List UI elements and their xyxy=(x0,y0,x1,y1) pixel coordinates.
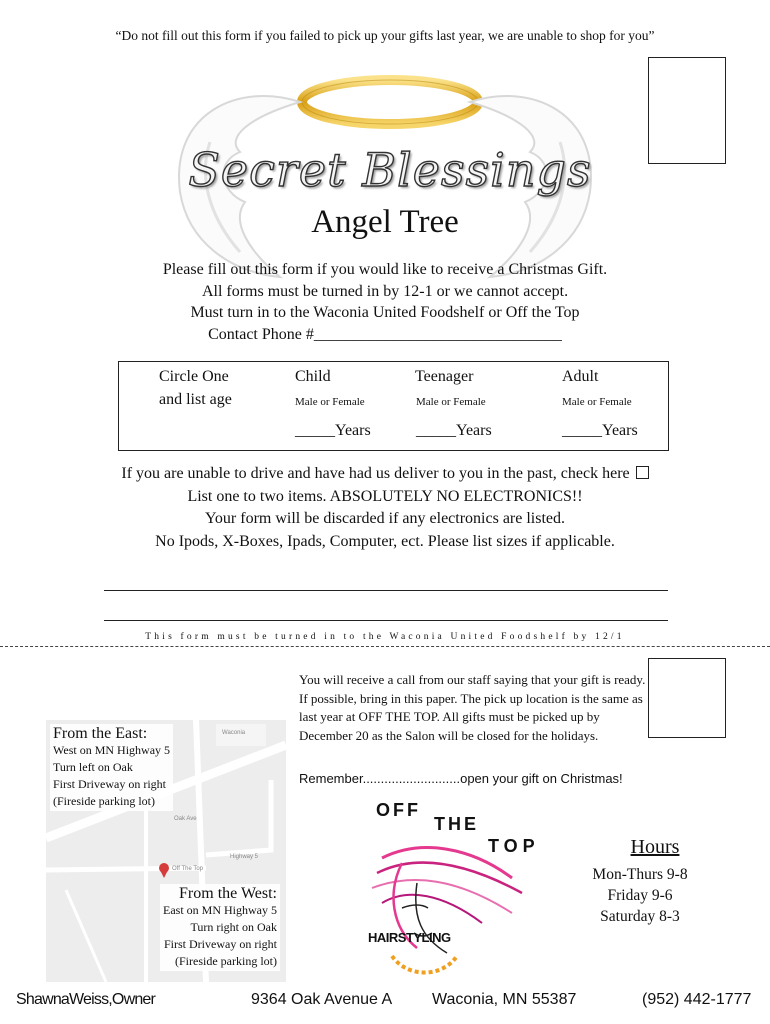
west-line: East on MN Highway 5 xyxy=(163,903,277,917)
west-line: Turn right on Oak xyxy=(190,920,277,934)
option-teenager[interactable]: Teenager xyxy=(415,368,474,385)
option-child[interactable]: Child xyxy=(295,368,331,385)
delivery-text: If you are unable to drive and have had us deliver to you in the past, check here xyxy=(121,465,630,482)
intro-text xyxy=(0,259,770,345)
gift-line-1[interactable] xyxy=(104,590,668,591)
west-line: (Fireside parking lot) xyxy=(175,954,277,968)
west-line: First Driveway on right xyxy=(164,937,277,951)
map-label: Highway 5 xyxy=(230,854,259,860)
years-child-field[interactable]: _____Years xyxy=(295,422,371,439)
pickup-message: You will receive a call from our staff saying that your gift is ready. If possible, bring in this paper. The pick up location is the same as last year at OFF THE TOP. All gifts must be picked up by December 20 as the Salon will be closed for the holidays. xyxy=(299,672,646,743)
instruction-line: Your form will be discarded if any electronics are listed. xyxy=(204,510,566,527)
logo-top: TOP xyxy=(488,836,540,856)
option-adult[interactable]: Adult xyxy=(562,368,599,385)
angel-tree-title: Angel Tree xyxy=(311,204,459,240)
hours-title: Hours xyxy=(630,836,680,858)
turn-in-note: This form must be turned in to the Waconia United Foodshelf by 12/1 xyxy=(145,632,625,642)
gift-line-2[interactable] xyxy=(104,620,668,621)
map-label: Off The Top xyxy=(172,866,204,872)
owner-name: ShawnaWeiss,Owner xyxy=(16,991,156,1008)
logo-off: OFF xyxy=(376,800,421,820)
east-line: West on MN Highway 5 xyxy=(53,743,171,757)
west-heading: From the West: xyxy=(179,885,277,902)
delivery-line xyxy=(0,463,770,486)
east-line: (Fireside parking lot) xyxy=(53,794,155,808)
instruction-line: No Ipods, X-Boxes, Ipads, Computer, ect. Please list sizes if applicable. xyxy=(155,532,615,550)
intro-line: All forms must be turned in by 12-1 or we cannot accept. xyxy=(201,282,569,300)
intro-line: Must turn in to the Waconia United Foodshelf or Off the Top xyxy=(190,304,580,321)
logo-hairstyling: HAIRSTYLING xyxy=(368,930,451,945)
east-line: First Driveway on right xyxy=(53,777,166,791)
secret-blessings-title: Secret Blessings xyxy=(188,143,592,197)
west-directions xyxy=(160,884,280,971)
years-adult-field[interactable]: _____Years xyxy=(562,422,638,439)
delivery-checkbox[interactable] xyxy=(636,466,649,479)
east-heading: From the East: xyxy=(53,725,148,742)
location-map xyxy=(46,720,286,982)
age-instruction: and list age xyxy=(159,391,232,408)
logo-face-graphic xyxy=(362,838,552,988)
map-label: Waconia xyxy=(222,730,246,736)
hours-line: Saturday 8-3 xyxy=(600,908,680,925)
gender-adult[interactable]: Male or Female xyxy=(562,396,632,408)
age-instruction: Circle One xyxy=(159,368,229,385)
top-notice: “Do not fill out this form if you failed to pick up your gifts last year, we are unable to shop for you” xyxy=(115,28,655,43)
instruction-line: List one to two items. ABSOLUTELY NO ELECTRONICS!! xyxy=(187,487,583,505)
logo-the: THE xyxy=(434,814,479,834)
phone-number: (952) 442-1777 xyxy=(642,991,752,1008)
years-teenager-field[interactable]: _____Years xyxy=(416,422,492,439)
address: 9364 Oak Avenue A xyxy=(251,991,393,1008)
tear-line xyxy=(0,646,770,647)
hours-list xyxy=(560,864,720,927)
hours-line: Friday 9-6 xyxy=(607,887,673,904)
age-selection-box xyxy=(118,361,669,451)
east-line: Turn left on Oak xyxy=(53,760,133,774)
photo-box xyxy=(648,57,726,164)
gender-teenager[interactable]: Male or Female xyxy=(416,396,486,408)
gender-child[interactable]: Male or Female xyxy=(295,396,365,408)
city-state-zip: Waconia, MN 55387 xyxy=(432,991,577,1008)
contact-phone-field[interactable]: Contact Phone #_______________________________ xyxy=(208,325,562,343)
hours-line: Mon-Thurs 9-8 xyxy=(592,866,688,883)
map-label: Oak Ave xyxy=(174,816,197,822)
instructions xyxy=(0,463,770,553)
tag-box xyxy=(648,658,726,738)
off-the-top-logo xyxy=(362,798,552,988)
east-directions xyxy=(50,724,173,811)
remember-note: Remember...........................open your gift on Christmas! xyxy=(299,771,623,786)
intro-line: Please fill out this form if you would like to receive a Christmas Gift. xyxy=(162,261,608,278)
